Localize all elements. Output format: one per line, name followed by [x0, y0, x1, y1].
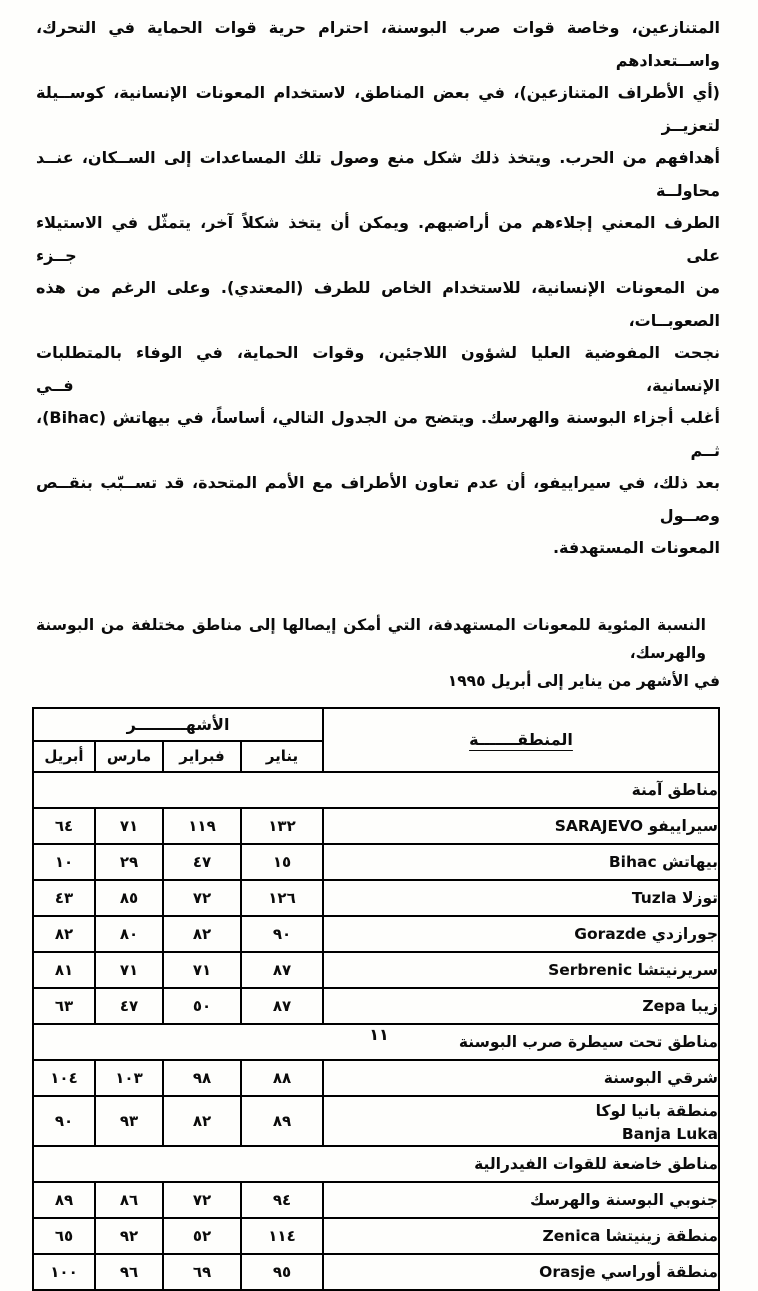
- value-cell: ٨٧: [241, 952, 323, 988]
- value-cell: ٦٣: [33, 988, 95, 1024]
- paragraph-line: من المعونات الإنسانية، للاستخدام الخاص للطرف (المعتدي). وعلى الرغم من هذه الصعوبــات،: [36, 278, 720, 330]
- page-number: ١١: [369, 1025, 389, 1044]
- month-header-january: يناير: [241, 741, 323, 772]
- value-cell: ١٥: [241, 844, 323, 880]
- region-cell: سريرنيتشا Serbrenic: [323, 952, 719, 988]
- value-cell: ٧١: [95, 952, 163, 988]
- section-title: مناطق آمنة: [33, 772, 719, 808]
- value-cell: ١٢٦: [241, 880, 323, 916]
- section-header-row: [33, 1146, 719, 1182]
- value-cell: ١٣٢: [241, 808, 323, 844]
- region-name-latin: Banja Luka: [621, 1124, 718, 1143]
- value-cell: ٨٨: [241, 1060, 323, 1096]
- value-cell: ٩٤: [241, 1182, 323, 1218]
- table-row: [33, 808, 719, 844]
- value-cell: ٥٠: [163, 988, 241, 1024]
- value-cell: ١٠: [33, 844, 95, 880]
- table-row: [33, 988, 719, 1024]
- table-row: [33, 916, 719, 952]
- region-cell: جورازدي Gorazde: [323, 916, 719, 952]
- value-cell: ٦٥: [33, 1218, 95, 1254]
- region-cell: جنوبي البوسنة والهرسك: [323, 1182, 719, 1218]
- paragraph-line: المعونات المستهدفة.: [552, 538, 720, 557]
- table-caption: [36, 611, 720, 695]
- paragraph-line: الطرف المعني إجلاءهم من أراضيهم. ويمكن أن يتخذ شكلاً آخر، يتمثّل في الاستيلاء على جــزء: [36, 213, 720, 265]
- table-row: [33, 1218, 719, 1254]
- paragraph-line: المتنازعين، وخاصة قوات صرب البوسنة، احترام حرية قوات الحماية في التحرك، واســتعدادهم: [36, 18, 720, 70]
- value-cell: ٨١: [33, 952, 95, 988]
- region-cell: منطقة زينيتشا Zenica: [323, 1218, 719, 1254]
- region-cell: سيراييفو SARAJEVO: [323, 808, 719, 844]
- region-cell: [323, 1096, 719, 1146]
- paragraph-line: أهدافهم من الحرب. ويتخذ ذلك شكل منع وصول تلك المساعدات إلى الســكان، عنــد محاولــة: [36, 148, 720, 200]
- section-title: مناطق خاضعة للقوات الفيدرالية: [33, 1146, 719, 1182]
- value-cell: ٨٠: [95, 916, 163, 952]
- value-cell: ٧٢: [163, 1182, 241, 1218]
- month-header-february: فبراير: [163, 741, 241, 772]
- value-cell: ٨٧: [241, 988, 323, 1024]
- value-cell: ٩٠: [33, 1096, 95, 1146]
- region-header-label: المنطقـــــــة: [469, 730, 573, 749]
- value-cell: ٧١: [163, 952, 241, 988]
- value-cell: ٩٨: [163, 1060, 241, 1096]
- value-cell: ٩٠: [241, 916, 323, 952]
- caption-line: في الأشهر من يناير إلى أبريل ١٩٩٥: [447, 671, 720, 690]
- value-cell: ٤٣: [33, 880, 95, 916]
- table-row: [33, 880, 719, 916]
- table-row: [33, 952, 719, 988]
- value-cell: ٩٢: [95, 1218, 163, 1254]
- section-header-row: [33, 772, 719, 808]
- value-cell: ٧١: [95, 808, 163, 844]
- value-cell: ٩٣: [95, 1096, 163, 1146]
- region-cell: شرقي البوسنة: [323, 1060, 719, 1096]
- region-name-arabic: منطقة بانيا لوكا: [595, 1101, 718, 1120]
- value-cell: ٤٧: [163, 844, 241, 880]
- months-group-header-cell: الأشهـــــــــر: [33, 708, 323, 741]
- value-cell: ٦٩: [163, 1254, 241, 1290]
- paragraph-line: أغلب أجزاء البوسنة والهرسك. ويتضح من الجدول التالي، أساساً، في بيهاتش (Bihac)، ثــم: [36, 408, 720, 460]
- paragraph-line: (أي الأطراف المتنازعين)، في بعض المناطق، لاستخدام المعونات الإنسانية، كوســيلة لتعزيــز: [36, 83, 720, 135]
- value-cell: ١٠٤: [33, 1060, 95, 1096]
- value-cell: ٨٢: [163, 1096, 241, 1146]
- value-cell: ١٠٣: [95, 1060, 163, 1096]
- paragraph-line: نجحت المفوضية العليا لشؤون اللاجئين، وقوات الحماية، في الوفاء بالمتطلبات الإنسانية، فــي: [36, 343, 720, 395]
- caption-line: النسبة المئوية للمعونات المستهدفة، التي أمكن إيصالها إلى مناطق مختلفة من البوسنة والهرسك،: [36, 615, 706, 662]
- body-paragraph: [36, 12, 720, 565]
- month-header-april: أبريل: [33, 741, 95, 772]
- table-header-row-months-group: [33, 708, 719, 741]
- value-cell: ٢٩: [95, 844, 163, 880]
- value-cell: ٨٢: [163, 916, 241, 952]
- value-cell: ٨٦: [95, 1182, 163, 1218]
- table-row: [33, 1182, 719, 1218]
- region-cell: منطقة أوراسي Orasje: [323, 1254, 719, 1290]
- value-cell: ٨٩: [241, 1096, 323, 1146]
- value-cell: ١١٤: [241, 1218, 323, 1254]
- value-cell: ٦٤: [33, 808, 95, 844]
- table-row: [33, 1096, 719, 1146]
- table-row: [33, 1254, 719, 1290]
- value-cell: ٤٧: [95, 988, 163, 1024]
- region-cell: زيبا Zepa: [323, 988, 719, 1024]
- region-cell: توزلا Tuzla: [323, 880, 719, 916]
- value-cell: ٨٢: [33, 916, 95, 952]
- value-cell: ٨٩: [33, 1182, 95, 1218]
- value-cell: ٨٥: [95, 880, 163, 916]
- value-cell: ١٠٠: [33, 1254, 95, 1290]
- value-cell: ٩٦: [95, 1254, 163, 1290]
- region-cell: بيهاتش Bihac: [323, 844, 719, 880]
- value-cell: ٥٢: [163, 1218, 241, 1254]
- data-table: [32, 707, 720, 1291]
- value-cell: ١١٩: [163, 808, 241, 844]
- paragraph-line: بعد ذلك، في سيراييفو، أن عدم تعاون الأطراف مع الأمم المتحدة، قد تســبّب بنقــص وصــول: [36, 473, 720, 525]
- month-header-march: مارس: [95, 741, 163, 772]
- section-title: مناطق تحت سيطرة صرب البوسنة: [33, 1024, 719, 1060]
- region-header-cell: [323, 708, 719, 772]
- table-row: [33, 844, 719, 880]
- value-cell: ٧٢: [163, 880, 241, 916]
- value-cell: ٩٥: [241, 1254, 323, 1290]
